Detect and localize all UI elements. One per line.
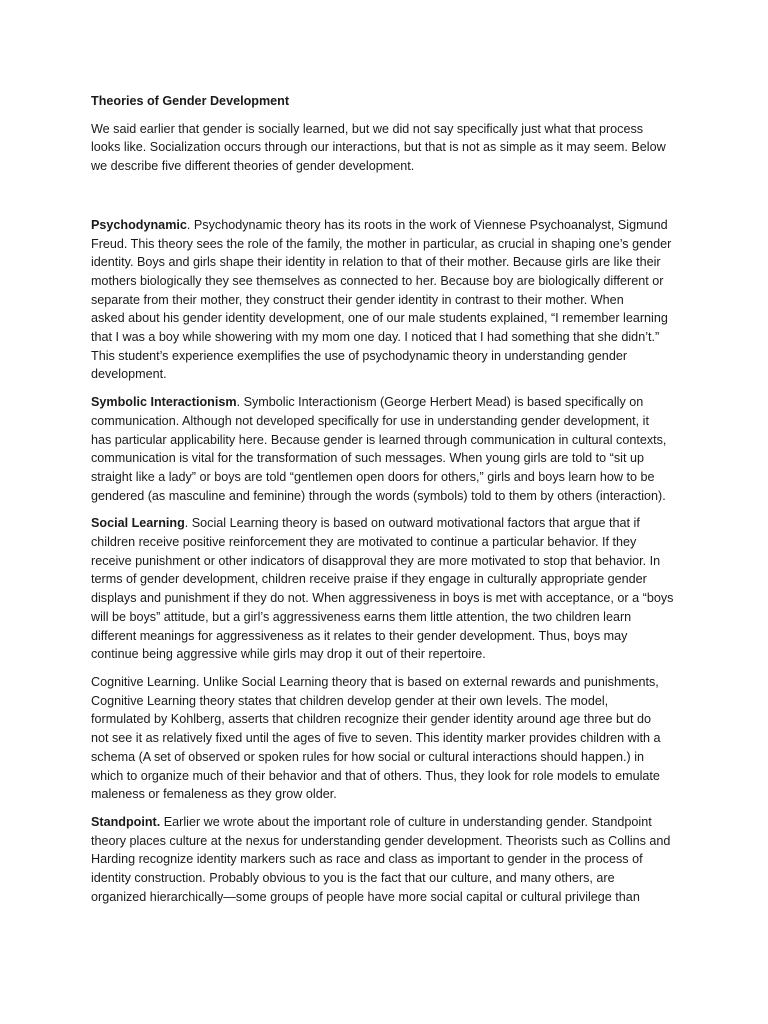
section-psychodynamic: [91, 216, 691, 384]
text-line: continue being aggressive while girls may drop it out of their repertoire.: [91, 647, 486, 662]
text-line: [91, 393, 691, 412]
section-text: . Symbolic Interactionism (George Herbert Mead) is based specifically on: [236, 395, 644, 410]
text-line: different meanings for aggressiveness as it relates to their gender development. Thus, boys may: [91, 628, 628, 643]
text-line: Harding recognize identity markers such as race and class as important to gender in the process of: [91, 852, 643, 867]
section-text: . Social Learning theory is based on outward motivational factors that argue that if: [184, 516, 640, 531]
text-line: not see it as relatively fixed until the ages of five to seven. This identity marker provides children with a: [91, 731, 661, 746]
text-line: Cognitive Learning theory states that children develop gender at their own levels. The model,: [91, 693, 609, 708]
text-line: Cognitive Learning. Unlike Social Learning theory that is based on external rewards and punishments,: [91, 674, 659, 689]
text-line: mothers biologically they see themselves as connected to her. Because boy are biologically different or: [91, 273, 664, 288]
text-line: asked about his gender identity development, one of our male students explained, “I remember learning: [91, 311, 668, 326]
text-line: schema (A set of observed or spoken rules for how social or cultural interactions should happen.) in: [91, 749, 645, 764]
text-line: maleness or femaleness as they grow older.: [91, 787, 337, 802]
intro-paragraph: [91, 120, 691, 176]
text-line: development.: [91, 367, 167, 382]
text-line: receive punishment or other indicators of disapproval they are more motivated to stop that behavior. In: [91, 553, 661, 568]
text-line: [91, 514, 691, 533]
text-line: communication. Although not developed specifically for use in understanding gender development, it: [91, 413, 649, 428]
section-cognitive-learning: [91, 673, 691, 804]
text-line: children receive positive reinforcement they are motivated to continue a particular behavior. If they: [91, 535, 637, 550]
text-line: [91, 216, 691, 235]
text-line: We said earlier that gender is socially learned, but we did not say specifically just what that process: [91, 121, 644, 136]
text-line: displays and punishment if they do not. When aggressiveness in boys is met with acceptance, or a “boys: [91, 591, 674, 606]
section-text: . Psychodynamic theory has its roots in the work of Viennese Psychoanalyst, Sigmund: [186, 217, 668, 232]
text-line: looks like. Socialization occurs through our interactions, but that is not as simple as it may seem. Below: [91, 140, 666, 155]
text-line: formulated by Kohlberg, asserts that children recognize their gender identity around age three but do: [91, 712, 652, 727]
text-line: terms of gender development, children receive praise if they engage in culturally appropriate gender: [91, 572, 647, 587]
text-line: straight like a lady” or boys are told “gentlemen open doors for others,” girls and boys learn how to be: [91, 469, 655, 484]
text-line: will be boys” attitude, but a girl’s aggressiveness earns them little attention, the two children learn: [91, 609, 632, 624]
text-line: we describe five different theories of gender development.: [91, 159, 415, 174]
section-term: Standpoint.: [91, 814, 161, 829]
text-line: separate from their mother, they construct their gender identity in contrast to their mother. When: [91, 292, 624, 307]
section-term: Symbolic Interactionism: [91, 395, 237, 410]
document-title: Theories of Gender Development: [91, 94, 290, 108]
text-line: Freud. This theory sees the role of the family, the mother in particular, as crucial in shaping one’s gender: [91, 236, 672, 251]
text-line: identity. Boys and girls shape their identity in relation to that of their mother. Because girls are like their: [91, 255, 661, 270]
text-line: communication is vital for the transformation of such messages. When young girls are told to “sit up: [91, 451, 644, 466]
text-line: theory places culture at the nexus for understanding gender development. Theorists such as Collins and: [91, 833, 671, 848]
text-line: gendered (as masculine and feminine) through the words (symbols) told to them by others (interaction).: [91, 488, 666, 503]
section-term: Social Learning: [91, 516, 185, 531]
document-body: [91, 92, 691, 915]
text-line: which to organize much of their behavior and that of others. Thus, they look for role models to emulate: [91, 768, 660, 783]
section-text: Earlier we wrote about the important role of culture in understanding gender. Standpoint: [160, 814, 652, 829]
text-line: [91, 813, 691, 832]
text-line: organized hierarchically—some groups of people have more social capital or cultural privilege than: [91, 889, 640, 904]
text-line: has particular applicability here. Because gender is learned through communication in cultural contexts,: [91, 432, 667, 447]
section-standpoint: [91, 813, 691, 907]
text-line: This student’s experience exemplifies the use of psychodynamic theory in understanding gender: [91, 348, 628, 363]
section-social-learning: [91, 514, 691, 664]
section-term: Psychodynamic: [91, 217, 187, 232]
text-line: identity construction. Probably obvious to you is the fact that our culture, and many others, are: [91, 871, 615, 886]
section-symbolic-interactionism: [91, 393, 691, 505]
text-line: that I was a boy while showering with my mom one day. I noticed that I had something that she didn’t.”: [91, 330, 660, 345]
